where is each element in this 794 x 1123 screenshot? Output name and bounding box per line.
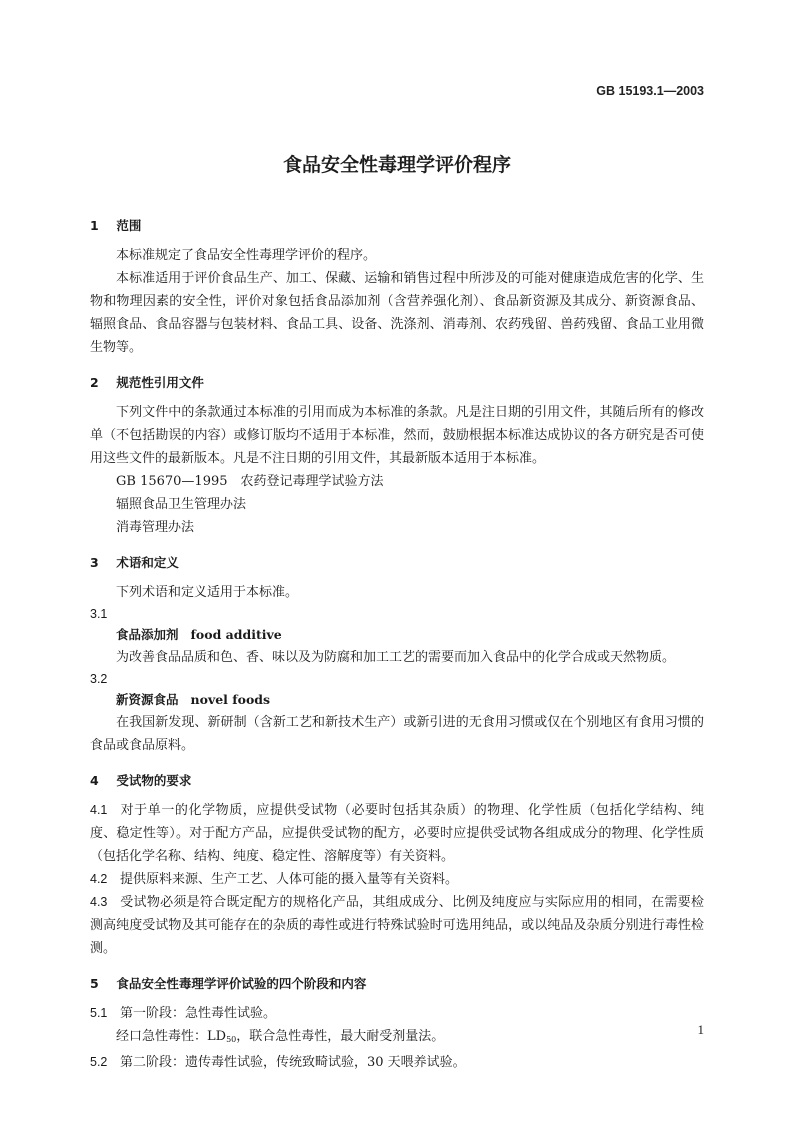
paragraph: 下列术语和定义适用于本标准。 <box>116 585 299 600</box>
reference-item: 辐照食品卫生管理办法 <box>116 497 247 512</box>
clause-number: 4.3 <box>90 895 108 909</box>
paragraph: 本标准适用于评价食品生产、加工、保藏、运输和销售过程中所涉及的可能对健康造成危害的化学、生物和物理因素的安全性，评价对象包括食品添加剂（含营养强化剂）、食品新资源及其成分、新资源食品、辐照食品、食品容器与包装材料、食品工具、设备、洗涤剂、消毒剂、农药残留、兽药残留、食品工业用微生物等。 <box>90 271 704 355</box>
section-title: 规范性引用文件 <box>116 375 204 390</box>
term-chinese: 食品添加剂 <box>116 627 179 642</box>
numbered-clause <box>90 868 704 891</box>
clause-number: 5.2 <box>90 1055 108 1069</box>
numbered-clause <box>90 1002 704 1025</box>
clause-text: 受试物必须是符合既定配方的规格化产品，其组成成分、比例及纯度应与实际应用的相同，在需要检测高纯度受试物及其可能存在的杂质的毒性或进行特殊试验时可选用纯品，或以纯品及杂质分别进行毒性检测。 <box>90 895 704 956</box>
section-heading <box>90 974 704 994</box>
clause-number: 5.1 <box>90 1006 108 1020</box>
section-heading <box>90 771 704 791</box>
section-title: 受试物的要求 <box>116 773 192 788</box>
section-title: 食品安全性毒理学评价试验的四个阶段和内容 <box>116 976 367 991</box>
clause-number: 4.1 <box>90 803 108 817</box>
standard-number: GB 15193.1—2003 <box>596 84 704 98</box>
term-english: food additive <box>190 627 282 642</box>
section-number: 4 <box>90 773 99 788</box>
section-heading <box>90 373 704 393</box>
clause-number: 4.2 <box>90 872 108 886</box>
clause-detail <box>90 1025 704 1051</box>
reference-item: GB 15670—1995 农药登记毒理学试验方法 <box>116 474 384 489</box>
numbered-clause <box>90 799 704 868</box>
reference-item: 消毒管理办法 <box>116 520 195 535</box>
page-number: 1 <box>697 1022 704 1037</box>
section-title: 术语和定义 <box>116 555 179 570</box>
term-chinese: 新资源食品 <box>116 692 179 707</box>
section-number: 2 <box>90 375 99 390</box>
paragraph: 本标准规定了食品安全性毒理学评价的程序。 <box>116 248 377 263</box>
term-definition: 为改善食品品质和色、香、味以及为防腐和加工工艺的需要而加入食品中的化学合成或天然物质。 <box>116 650 676 665</box>
term-entry <box>90 624 704 646</box>
page-title: 食品安全性毒理学评价程序 <box>282 154 511 176</box>
paragraph: 下列文件中的条款通过本标准的引用而成为本标准的条款。凡是注日期的引用文件，其随后所有的修改单（不包括勘误的内容）或修订版均不适用于本标准，然而，鼓励根据本标准达成协议的各方研究是否可使用这些文件的最新版本。凡是不注日期的引用文件，其最新版本适用于本标准。 <box>90 405 704 466</box>
clause-text: 第二阶段：遗传毒性试验，传统致畸试验，30 天喂养试验。 <box>120 1055 466 1070</box>
section-heading <box>90 553 704 573</box>
subscript: 50 <box>226 1035 237 1044</box>
clause-number: 3.1 <box>90 607 108 621</box>
section-heading <box>90 216 704 236</box>
term-entry <box>90 689 704 711</box>
term-definition: 在我国新发现、新研制（含新工艺和新技术生产）或新引进的无食用习惯或仅在个别地区有食用习惯的食品或食品原料。 <box>90 715 704 753</box>
detail-text: ，联合急性毒性，最大耐受剂量法。 <box>236 1029 445 1044</box>
detail-text: 经口急性毒性：LD <box>116 1029 227 1044</box>
clause-number: 3.2 <box>90 672 108 686</box>
clause-text: 第一阶段：急性毒性试验。 <box>120 1006 277 1021</box>
clause-text: 对于单一的化学物质，应提供受试物（必要时包括其杂质）的物理、化学性质（包括化学结构、纯度、稳定性等）。对于配方产品，应提供受试物的配方，必要时应提供受试物各组成成分的物理、化学性质（包括化学名称、结构、纯度、稳定性、溶解度等）有关资料。 <box>90 803 704 864</box>
numbered-clause <box>90 1051 704 1074</box>
section-title: 范围 <box>116 218 142 233</box>
clause-text: 提供原料来源、生产工艺、人体可能的摄入量等有关资料。 <box>120 872 459 887</box>
section-number: 3 <box>90 555 99 570</box>
document-body <box>90 212 704 1074</box>
section-number: 1 <box>90 218 99 233</box>
numbered-clause <box>90 891 704 960</box>
term-english: novel foods <box>190 692 271 707</box>
section-number: 5 <box>90 976 99 991</box>
